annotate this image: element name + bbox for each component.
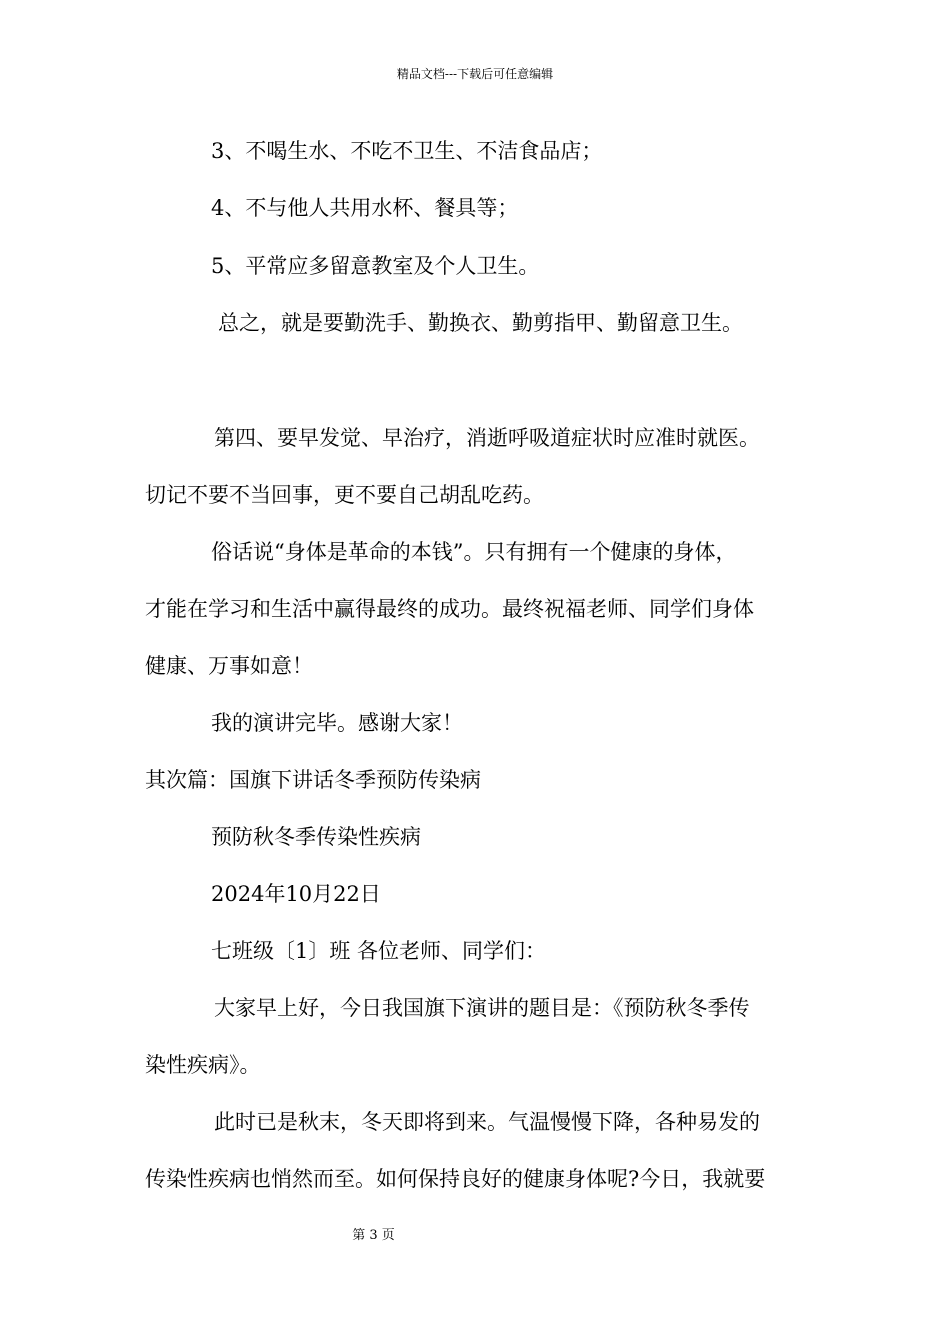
paragraph-line: 大家早上好，今日我国旗下演讲的题目是：《预防秋冬季传 <box>214 996 750 1020</box>
page-header: 精品文档---下载后可任意编辑 <box>396 67 554 81</box>
paragraph-line: 七班级〔1〕班 各位老师、同学们： <box>211 939 547 963</box>
paragraph-line: 总之，就是要勤洗手、勤换衣、勤剪指甲、勤留意卫生。 <box>218 311 743 335</box>
page-number: 第 3 页 <box>352 1228 395 1243</box>
paragraph-line: 传染性疾病也悄然而至。如何保持良好的健康身体呢?今日，我就要 <box>145 1167 766 1191</box>
date-line: 2024年10月22日 <box>211 882 381 906</box>
section-title: 其次篇：国旗下讲话冬季预防传染病 <box>145 768 481 792</box>
paragraph-line: 4、不与他人共用水杯、餐具等； <box>211 196 519 220</box>
paragraph-line: 3、不喝生水、不吃不卫生、不洁食品店； <box>211 139 603 163</box>
paragraph-line: 健康、万事如意！ <box>145 654 313 678</box>
paragraph-line: 预防秋冬季传染性疾病 <box>211 825 421 849</box>
paragraph-line: 切记不要不当回事，更不要自己胡乱吃药。 <box>145 483 544 507</box>
paragraph-line: 染性疾病》。 <box>145 1053 261 1077</box>
paragraph-line: 俗话说“身体是革命的本钱”。只有拥有一个健康的身体， <box>211 540 737 564</box>
paragraph-line: 我的演讲完毕。感谢大家！ <box>211 711 463 735</box>
paragraph-line: 5、平常应多留意教室及个人卫生。 <box>211 254 540 278</box>
paragraph-line: 才能在学习和生活中赢得最终的成功。最终祝福老师、同学们身体 <box>145 597 754 621</box>
paragraph-line: 此时已是秋末，冬天即将到来。气温慢慢下降，各种易发的 <box>214 1110 760 1134</box>
paragraph-line: 第四、要早发觉、早治疗，消逝呼吸道症状时应准时就医。 <box>214 426 760 450</box>
